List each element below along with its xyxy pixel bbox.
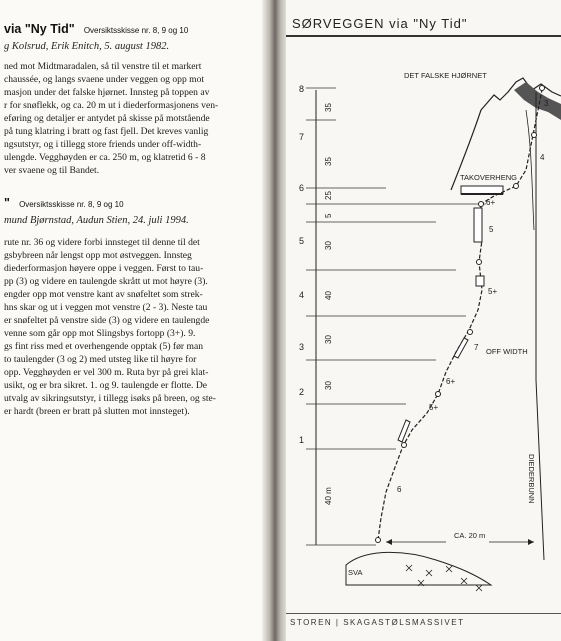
pitch-length: 40 <box>324 291 333 300</box>
pitch-number: 6 <box>299 183 305 193</box>
text-line: utvalg av sikringsutstyr, i tillegg isøks på breen, og ste- <box>4 393 216 404</box>
grade: 6 <box>397 485 402 494</box>
grade: 5+ <box>488 287 498 296</box>
text-line: opp. Vegghøyden er vel 300 m. Ruta byr på grei klat- <box>4 367 209 378</box>
text-line: gsbybreen når lengst opp mot østveggen. Innsteg <box>4 250 192 261</box>
pitch-divisions <box>306 88 486 545</box>
pitch-number: 4 <box>299 290 305 300</box>
offwidth-label: OFF WIDTH <box>486 347 528 356</box>
pitch-number: 3 <box>299 342 305 352</box>
grade: 3 <box>544 99 549 108</box>
right-page <box>286 0 561 641</box>
route-title-1: via "Ny Tid" <box>4 22 75 36</box>
topo-title: SØRVEGGEN via "Ny Tid" <box>292 16 468 31</box>
pitch-number: 2 <box>299 387 305 397</box>
text-line: engder opp mot venstre kant av snøfeltet som strek- <box>4 289 203 300</box>
grade: 6+ <box>446 377 456 386</box>
grade: 4 <box>540 153 545 162</box>
pitch-number: 8 <box>299 84 305 94</box>
sva-label: SVA <box>348 568 363 577</box>
route-line <box>378 90 542 540</box>
offwidth-feature <box>454 338 468 358</box>
snow-marks <box>406 565 482 591</box>
text-line: eføring og detaljer er antydet på skisse på motstående <box>4 113 210 124</box>
grade: 6+ <box>486 198 496 207</box>
dieder-label: DIEDERBUNN <box>527 454 536 504</box>
text-line: venne som går opp mot Slingsbys fortopp (3+). 9. <box>4 328 196 339</box>
pitch-number: 1 <box>299 435 305 445</box>
roof-overhang <box>461 186 503 194</box>
pitch-length: 35 <box>324 157 333 166</box>
belay-points <box>376 86 545 543</box>
pitch-number: 7 <box>299 132 305 142</box>
text-line: diederformasjon høyere oppe i veggen. Først to tau- <box>4 263 204 274</box>
dieder-line <box>536 92 544 560</box>
route-topo-diagram <box>286 0 561 641</box>
text-line: masjon under det falske hjørnet. Innsteg på toppen av <box>4 87 210 98</box>
route-heading-1 <box>4 22 188 37</box>
route-title-2: " <box>4 196 10 210</box>
grade: 5+ <box>429 403 439 412</box>
route-heading-2 <box>4 196 124 211</box>
sketch-reference-2: Oversiktsskisse nr. 8, 9 og 10 <box>19 200 124 209</box>
left-page <box>0 0 268 641</box>
text-line: rute nr. 36 og videre forbi innsteget til denne til det <box>4 237 200 248</box>
text-line: to taulengder (3 og 2) med utsteg like til høyre for <box>4 354 197 365</box>
pitch-length: 30 <box>324 335 333 344</box>
pitch-number: 5 <box>299 236 305 246</box>
grade: 7 <box>474 343 479 352</box>
pitch-length: 30 <box>324 381 333 390</box>
pitch-length: 5 <box>324 213 333 218</box>
route-description-1 <box>4 60 266 177</box>
route-description-2 <box>4 236 266 418</box>
false-corner-label: DET FALSKE HJØRNET <box>404 71 487 80</box>
route-authors-1: g Kolsrud, Erik Enitch, 5. august 1982. <box>4 41 170 52</box>
text-line: ulengde. Vegghøyden er ca. 250 m, og klatretid 6 - 8 <box>4 152 206 163</box>
topo-labels <box>348 71 536 577</box>
pitch-length: 40 m <box>324 487 333 505</box>
text-line: ned mot Midtmaradalen, så til venstre til et markert <box>4 61 202 72</box>
pitch-length: 30 <box>324 241 333 250</box>
distance-label: CA. 20 m <box>454 531 486 540</box>
crack-feature <box>474 208 482 242</box>
text-line: på tung klatring i bratt og fast fjell. Det kreves vanlig <box>4 126 209 137</box>
text-line: usikt, og er bra sikret. 1. og 9. taulengde er flotte. De <box>4 380 208 391</box>
text-line: gs fint riss med et overhengende opptak (5) før man <box>4 341 204 352</box>
crack-feature <box>476 276 484 286</box>
book-gutter <box>262 0 288 641</box>
text-line: pp (3) og videre en taulengde skrått ut mot høyre (3). <box>4 276 208 287</box>
text-line: chaussée, og langs svaene under veggen og opp mot <box>4 74 205 85</box>
pitch-length: 35 <box>324 103 333 112</box>
footer-rule <box>286 613 561 614</box>
text-line: r for snøflekk, og ca. 20 m ut i diederformasjonens ven- <box>4 100 219 111</box>
crack-feature <box>398 420 410 442</box>
pitch-lengths <box>324 103 333 505</box>
text-line: hns skar og ut i veggen mot venstre (2 - 3). Neste tau <box>4 302 208 313</box>
text-line: er hardt (breen er bratt på slutten mot innsteget). <box>4 406 190 417</box>
route-authors-2: mund Bjørnstad, Audun Stien, 24. juli 1994. <box>4 215 189 226</box>
text-line: ver svaene og til Bandet. <box>4 165 100 176</box>
roof-label: TAKOVERHENG <box>460 173 517 182</box>
page-footer: STOREN | SKAGASTØLSMASSIVET <box>290 618 465 627</box>
pitch-length: 25 <box>324 191 333 200</box>
text-line: ngsutstyr, og i tillegg store friends under off-width- <box>4 139 202 150</box>
grade: 5 <box>489 225 494 234</box>
text-line: er snøfeltet på venstre side (3) og videre en taulengde <box>4 315 210 326</box>
grades <box>397 99 549 494</box>
corner-line <box>526 110 534 230</box>
sketch-reference-1: Oversiktsskisse nr. 8, 9 og 10 <box>83 26 189 35</box>
